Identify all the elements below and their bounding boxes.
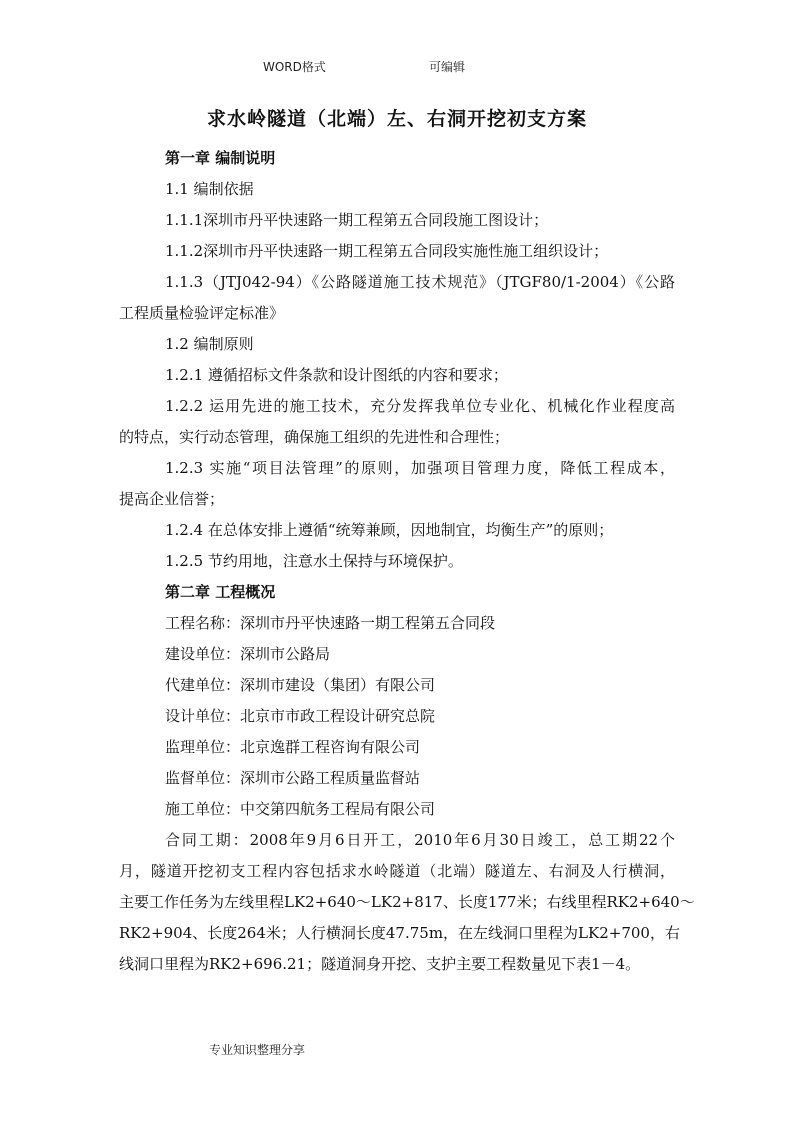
document-body [119,143,695,980]
item-1-1-1: 1.1.1深圳市丹平快速路一期工程第五合同段施工图设计； [165,211,549,229]
item-1-2-3-line-1: 1.2.3 实施“项目法管理”的原则，加强项目管理力度，降低工程成本， [165,459,675,477]
paragraph-line-1: 合同工期：2008年9月6日开工，2010年6月30日竣工，总工期22个 [165,831,675,849]
item-1-2-3 [119,453,675,515]
header-editable-label: 可编辑 [429,60,466,74]
paragraph-line-5: 线洞口里程为RK2+696.21；隧道洞身开挖、支护主要工程数量见下表1－4。 [119,955,641,973]
section-1-2: 1.2 编制原则 [165,335,254,353]
section-1-1: 1.1 编制依据 [165,180,254,198]
paragraph-line-2: 月，隧道开挖初支工程内容包括求水岭隧道（北端）隧道左、右洞及人行横洞， [119,862,675,880]
item-1-1-3 [119,267,675,329]
footer-share-label: 专业知识整理分享 [209,1043,306,1057]
item-1-2-3-line-2: 提高企业信誉； [119,490,225,508]
project-name: 工程名称：深圳市丹平快速路一期工程第五合同段 [165,614,496,632]
supervision-unit: 监理单位：北京逸群工程咨询有限公司 [165,738,421,756]
construction-unit: 建设单位：深圳市公路局 [165,645,331,663]
item-1-2-1: 1.2.1 遵循招标文件条款和设计图纸的内容和要求； [165,366,508,384]
item-1-2-2-line-2: 的特点，实行动态管理，确保施工组织的先进性和合理性； [119,428,510,446]
header-format-label: WORD格式 [263,60,326,74]
item-1-2-4: 1.2.4 在总体安排上遵循“统筹兼顾，因地制宜，均衡生产”的原则； [165,521,614,539]
oversight-unit: 监督单位：深圳市公路工程质量监督站 [165,769,421,787]
document-title: 求水岭隧道（北端）左、右洞开挖初支方案 [206,108,587,130]
design-unit: 设计单位：北京市市政工程设计研究总院 [165,707,436,725]
paragraph-line-4: RK2+904、长度264米；人行横洞长度47.75m，在左线洞口里程为LK2+700，右 [119,924,680,942]
paragraph-line-3: 主要工作任务为左线里程LK2+640～LK2+817、长度177米；右线里程RK2+640～ [119,893,695,911]
item-1-1-3-line-2: 工程质量检验评定标准》 [119,304,285,322]
item-1-1-3-line-1: 1.1.3（JTJ042-94）《公路隧道施工技术规范》（JTGF80/1-2004）《公路 [165,273,675,291]
agent-construction-unit: 代建单位：深圳市建设（集团）有限公司 [165,676,436,694]
chapter-1-heading: 第一章 编制说明 [165,149,276,167]
item-1-1-2: 1.1.2深圳市丹平快速路一期工程第五合同段实施性施工组织设计； [165,242,609,260]
item-1-2-5: 1.2.5 节约用地，注意水土保持与环境保护。 [165,552,463,570]
item-1-2-2-line-1: 1.2.2 运用先进的施工技术，充分发挥我单位专业化、机械化作业程度高 [165,397,675,415]
contract-period-paragraph [119,825,695,980]
item-1-2-2 [119,391,675,453]
contractor-unit: 施工单位：中交第四航务工程局有限公司 [165,800,436,818]
chapter-2-heading: 第二章 工程概况 [165,583,276,601]
